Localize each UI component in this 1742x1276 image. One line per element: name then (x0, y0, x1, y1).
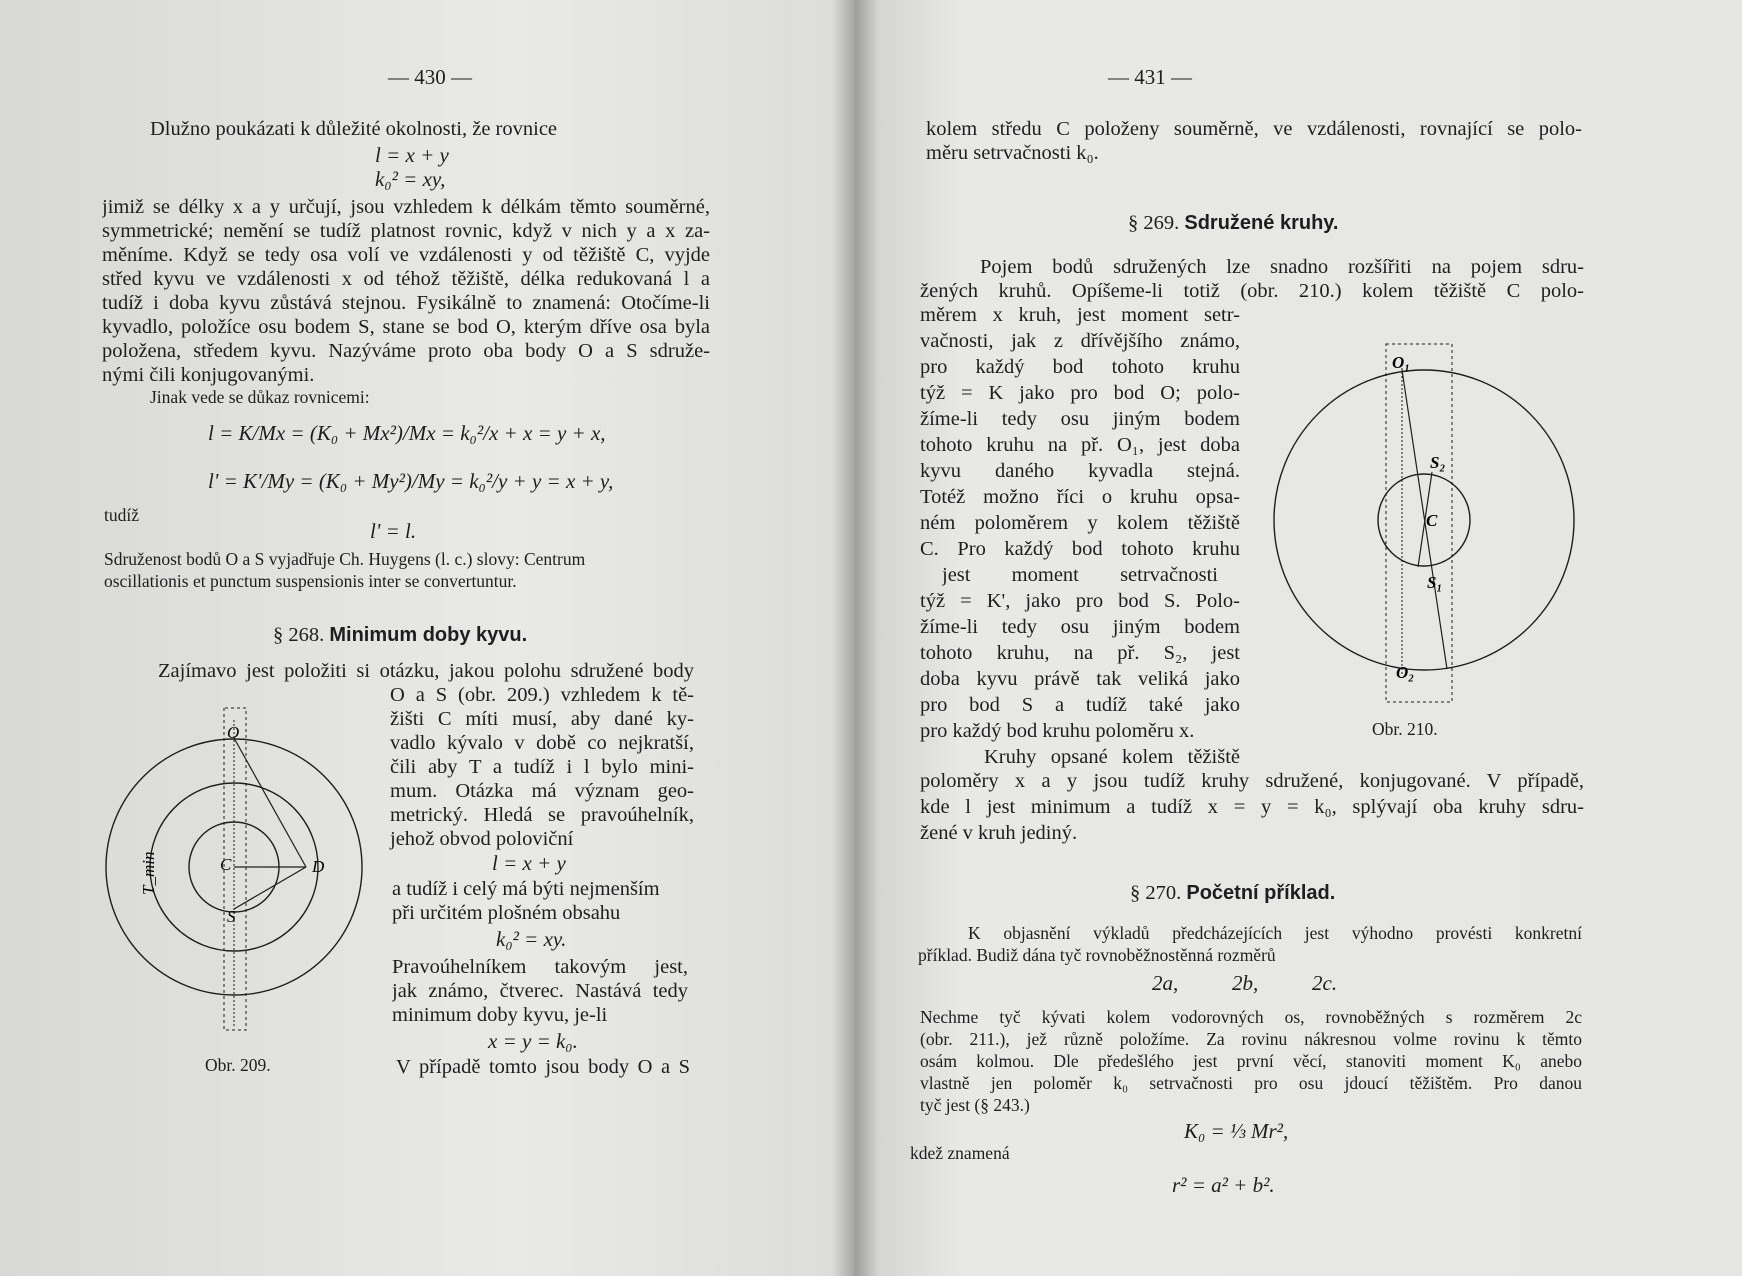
text-line: Nechme tyč kývati kolem vodorovných os, rovnoběžných s rozměrem 2c (920, 1007, 1582, 1027)
text-line: žíme-li tedy osu jiným bodem (920, 408, 1240, 430)
dimension-c: 2c. (1312, 971, 1338, 995)
dimension-a: 2a, (1152, 971, 1179, 995)
figure-209 (96, 690, 386, 1070)
text-line: kde l jest minimum a tudíž x = y = k₀, splývají oba kruhy sdru- (920, 796, 1584, 818)
text-line: osám kolmou. Dle předešlého jest první věcí, stanoviti moment K₀ anebo (920, 1051, 1582, 1071)
label-s2: S₂ (1430, 453, 1446, 472)
figure-210-caption: Obr. 210. (1372, 719, 1438, 739)
dimension-b: 2b, (1232, 971, 1259, 995)
equation: x = y = k₀. (488, 1029, 578, 1053)
text-line: Zajímavo jest položiti si otázku, jakou polohu sdružené body (158, 660, 694, 682)
text-line: žíme-li tedy osu jiným bodem (920, 616, 1240, 638)
text-line: Jinak vede se důkaz rovnicemi: (150, 387, 370, 407)
equation: l = K/Mx = (K₀ + Mx²)/Mx = k₀²/x + x = y + x, (208, 421, 606, 445)
text-line: tudíž (104, 505, 139, 525)
text-line: žených kruhů. Opíšeme-li totiž (obr. 210.) kolem těžiště C polo- (920, 280, 1584, 302)
text-line: metrický. Hledá se pravoúhelník, (390, 804, 694, 826)
text-line: kolem středu C položeny souměrně, ve vzdálenosti, rovnající se polo- (926, 118, 1582, 140)
book-gutter (832, 0, 878, 1276)
section-number: § 268. (273, 624, 325, 646)
text-line: jest moment setrvačnosti (942, 564, 1218, 586)
figure-210 (1262, 334, 1592, 714)
text-line: měrem x kruh, jest moment setr- (920, 304, 1240, 326)
label-o2: O₂ (1396, 663, 1415, 682)
label-s: S (227, 907, 236, 926)
text-line: ném poloměrem y kolem těžiště (920, 512, 1240, 534)
text-line: žišti C míti musí, aby dané ky- (390, 708, 694, 730)
pendulum-bar-outline (1386, 344, 1452, 702)
text-line: Totéž možno říci o kruhu opsa- (920, 486, 1240, 508)
text-line: položena, středem kyvu. Nazýváme proto oba body O a S sdruže- (102, 340, 710, 362)
text-line: Pravoúhelníkem takovým jest, (392, 956, 688, 978)
section-heading-269 (1128, 210, 1339, 236)
text-line: Dlužno poukázati k důležité okolnosti, že rovnice (150, 118, 558, 140)
figure-209-caption: Obr. 209. (205, 1055, 271, 1075)
text-line: a tudíž i celý má býti nejmenším (392, 878, 660, 900)
text-line: doba kyvu právě tak veliká jako (920, 668, 1240, 690)
section-heading-268 (273, 622, 527, 648)
text-line: týž = K jako pro bod O; polo- (920, 382, 1240, 404)
equation: l' = l. (370, 519, 417, 543)
text-line: C. Pro každý bod tohoto kruhu (920, 538, 1240, 560)
text-line: měníme. Když se tedy osa volí ve vzdálenosti y od těžiště C, vyjde (102, 244, 710, 266)
text-line: O a S (obr. 209.) vzhledem k tě- (390, 684, 694, 706)
label-d: D (312, 857, 325, 876)
text-line: měru setrvačnosti k₀. (926, 142, 1099, 164)
text-line: tudíž i doba kyvu zůstává stejnou. Fysikálně to znamená: Otočíme-li (102, 292, 710, 314)
text-line: vačnosti, jak z dřívějšího známo, (920, 330, 1240, 352)
text-line: oscillationis et punctum suspensionis inter se convertuntur. (104, 571, 517, 591)
label-o1: O₁ (1392, 353, 1411, 372)
section-title: Početní příklad. (1186, 882, 1336, 904)
text-line: jak známo, čtverec. Nastává tedy (392, 980, 688, 1002)
page-number-left: — 430 — (388, 65, 472, 89)
text-line: tohoto kruhu, na př. S₂, jest (920, 642, 1240, 664)
text-line: tyč jest (§ 243.) (920, 1095, 1030, 1115)
text-line: Kruhy opsané kolem těžiště (984, 746, 1240, 768)
text-line: při určitém plošném obsahu (392, 902, 621, 924)
equation: k₀² = xy. (496, 927, 567, 951)
text-line: nými čili konjugovanými. (102, 364, 315, 386)
text-line: žené v kruh jediný. (920, 822, 1078, 844)
line-s-d (234, 867, 306, 909)
text-line: střed kyvu ve vzdálenosti x od téhož těžiště, délka redukovaná l a (102, 268, 710, 290)
text-line: pro každý bod kruhu poloměru x. (920, 720, 1195, 742)
label-o: O (227, 723, 240, 742)
text-line: vadlo kývalo v době co nejkratší, (390, 732, 694, 754)
text-line: kyvadlo, položíce osu bodem S, stane se bod O, kterým dříve osa byla (102, 316, 710, 338)
text-line: kyvu daného kyvadla stejná. (920, 460, 1240, 482)
text-line: pro každý bod tohoto kruhu (920, 356, 1240, 378)
text-line: jimiž se délky x a y určují, jsou vzhledem k délkám těmto souměrné, (102, 196, 710, 218)
text-line: Pojem bodů sdružených lze snadno rozšířiti na pojem sdru- (980, 256, 1584, 278)
label-tmin: T_min (139, 851, 158, 895)
text-line: K objasnění výkladů předcházejících jest výhodno provésti konkretní (968, 923, 1582, 943)
equation: k₀² = xy, (375, 167, 446, 191)
text-line: minimum doby kyvu, je-li (392, 1004, 608, 1026)
text-line: Sdruženost bodů O a S vyjadřuje Ch. Huygens (l. c.) slovy: Centrum (104, 549, 586, 569)
label-s1: S₁ (1427, 573, 1443, 592)
text-line: V případě tomto jsou body O a S (396, 1056, 690, 1078)
section-number: § 270. (1130, 882, 1182, 904)
equation: l' = K'/My = (K₀ + My²)/My = k₀²/y + y = x + y, (208, 469, 614, 493)
equation: K₀ = ⅓ Mr², (1184, 1119, 1289, 1143)
page-number-right: — 431 — (1108, 65, 1192, 89)
text-line: (obr. 211.), jež různě položíme. Za rovinu nákresnou volme rovinu k těmto (920, 1029, 1582, 1049)
section-number: § 269. (1128, 212, 1180, 234)
equation: l = x + y (375, 143, 449, 167)
section-title: Sdružené kruhy. (1184, 212, 1339, 234)
equation: r² = a² + b². (1172, 1173, 1275, 1197)
equation: l = x + y (492, 851, 566, 875)
text-line: pro bod S a tudíž také jako (920, 694, 1240, 716)
line-o-d (234, 738, 306, 867)
text-line: vlastně jen poloměr k₀ setrvačnosti pro osu jdoucí těžištěm. Pro danou (920, 1073, 1582, 1093)
text-line: čili aby T a tudíž i l bylo mini- (390, 756, 694, 778)
text-line: mum. Otázka má význam geo- (390, 780, 694, 802)
text-line: jehož obvod poloviční (390, 828, 574, 850)
label-c: C (1426, 511, 1438, 530)
text-line: týž = K', jako pro bod S. Polo- (920, 590, 1240, 612)
label-c: C (220, 855, 232, 874)
text-line: příklad. Budiž dána tyč rovnoběžnostěnná rozměrů (918, 945, 1276, 965)
text-line: tohoto kruhu na př. O₁, jest doba (920, 434, 1240, 456)
section-heading-270 (1130, 880, 1335, 906)
text-line: kdež znamená (910, 1143, 1010, 1163)
text-line: poloměry x a y jsou tudíž kruhy sdružené, konjugované. V případě, (920, 770, 1584, 792)
section-title: Minimum doby kyvu. (329, 624, 528, 646)
text-line: symmetrické; nemění se tudíž platnost rovnic, když v nich y a x za- (102, 220, 710, 242)
